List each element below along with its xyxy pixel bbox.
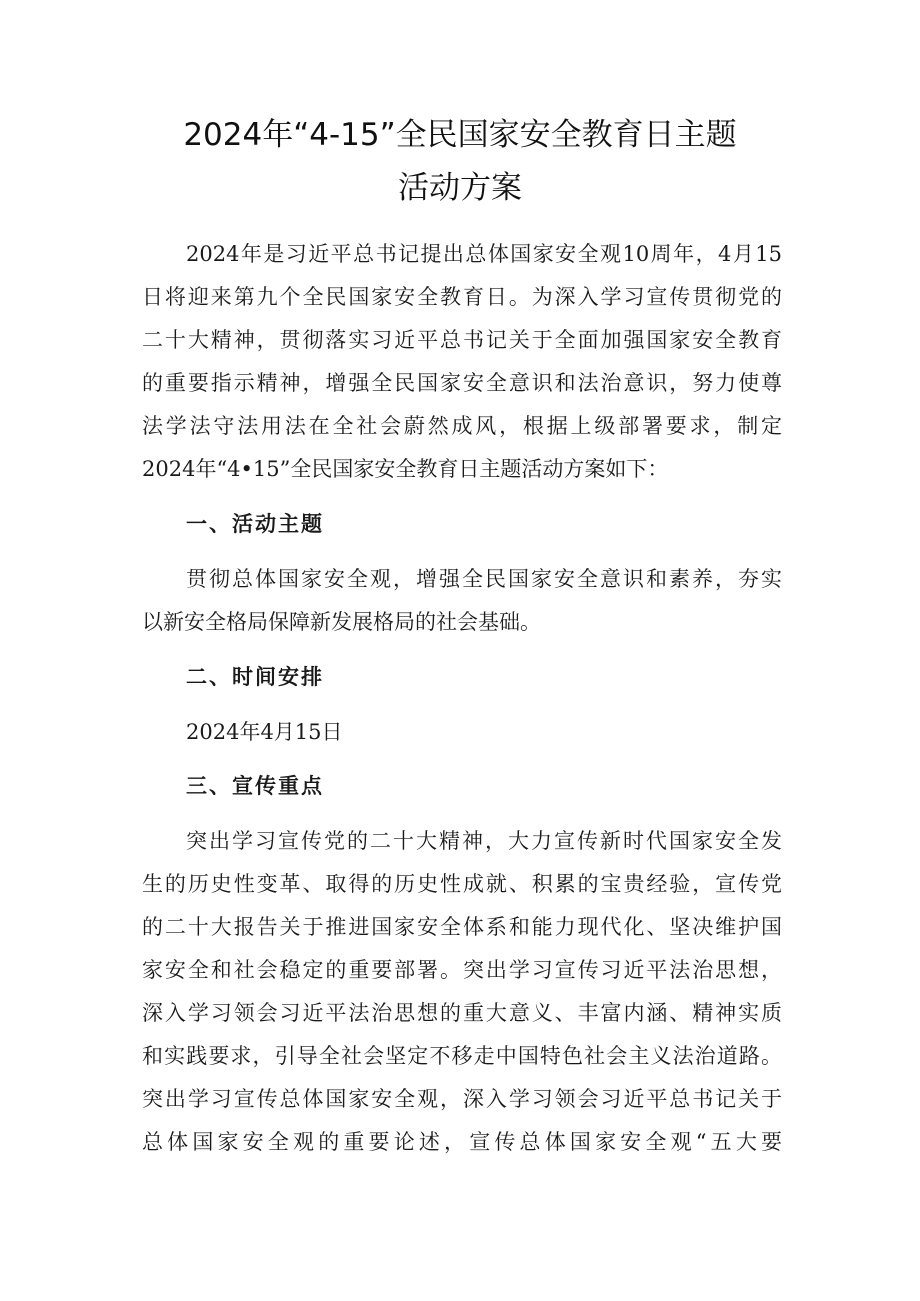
section-3-line: 总体国家安全观的重要论述，宣传总体国家安全观“五大要 bbox=[142, 1130, 782, 1154]
section-3-line: 突出学习宣传党的二十大精神，大力宣传新时代国家安全发 bbox=[186, 829, 782, 853]
section-3-line: 深入学习领会习近平法治思想的重大意义、丰富内涵、精神实质 bbox=[142, 1001, 782, 1025]
intro-line: 2024年“4•15”全民国家安全教育日主题活动方案如下： bbox=[142, 457, 669, 481]
section-3-line: 家安全和社会稳定的重要部署。突出学习宣传习近平法治思想， bbox=[142, 958, 782, 982]
document-title-line-1: 2024年“4-15”全民国家安全教育日主题 bbox=[183, 117, 737, 153]
intro-line: 日将迎来第九个全民国家安全教育日。为深入学习宣传贯彻党的 bbox=[142, 285, 782, 309]
section-3-line: 生的历史性变革、取得的历史性成就、积累的宝贵经验，宣传党 bbox=[142, 872, 782, 896]
section-3-heading: 三、宣传重点 bbox=[186, 774, 324, 798]
section-3-line: 的二十大报告关于推进国家安全体系和能力现代化、坚决维护国 bbox=[142, 915, 782, 939]
intro-line: 的重要指示精神，增强全民国家安全意识和法治意识，努力使尊 bbox=[142, 371, 782, 395]
section-3-line: 突出学习宣传总体国家安全观，深入学习领会习近平总书记关于 bbox=[142, 1087, 782, 1111]
section-3-line: 和实践要求，引导全社会坚定不移走中国特色社会主义法治道路。 bbox=[142, 1044, 782, 1068]
section-2-heading: 二、时间安排 bbox=[186, 665, 324, 689]
section-1-line: 贯彻总体国家安全观，增强全民国家安全意识和素养，夯实 bbox=[186, 567, 782, 591]
intro-line: 法学法守法用法在全社会蔚然成风，根据上级部署要求，制定 bbox=[142, 414, 782, 438]
document-title-line-2: 活动方案 bbox=[398, 170, 522, 206]
intro-line: 二十大精神，贯彻落实习近平总书记关于全面加强国家安全教育 bbox=[142, 328, 782, 352]
intro-line: 2024年是习近平总书记提出总体国家安全观10周年，4月15 bbox=[186, 242, 782, 266]
section-1-line: 以新安全格局保障新发展格局的社会基础。 bbox=[142, 610, 541, 634]
section-2-date: 2024年4月15日 bbox=[186, 720, 343, 744]
section-1-heading: 一、活动主题 bbox=[186, 512, 324, 536]
